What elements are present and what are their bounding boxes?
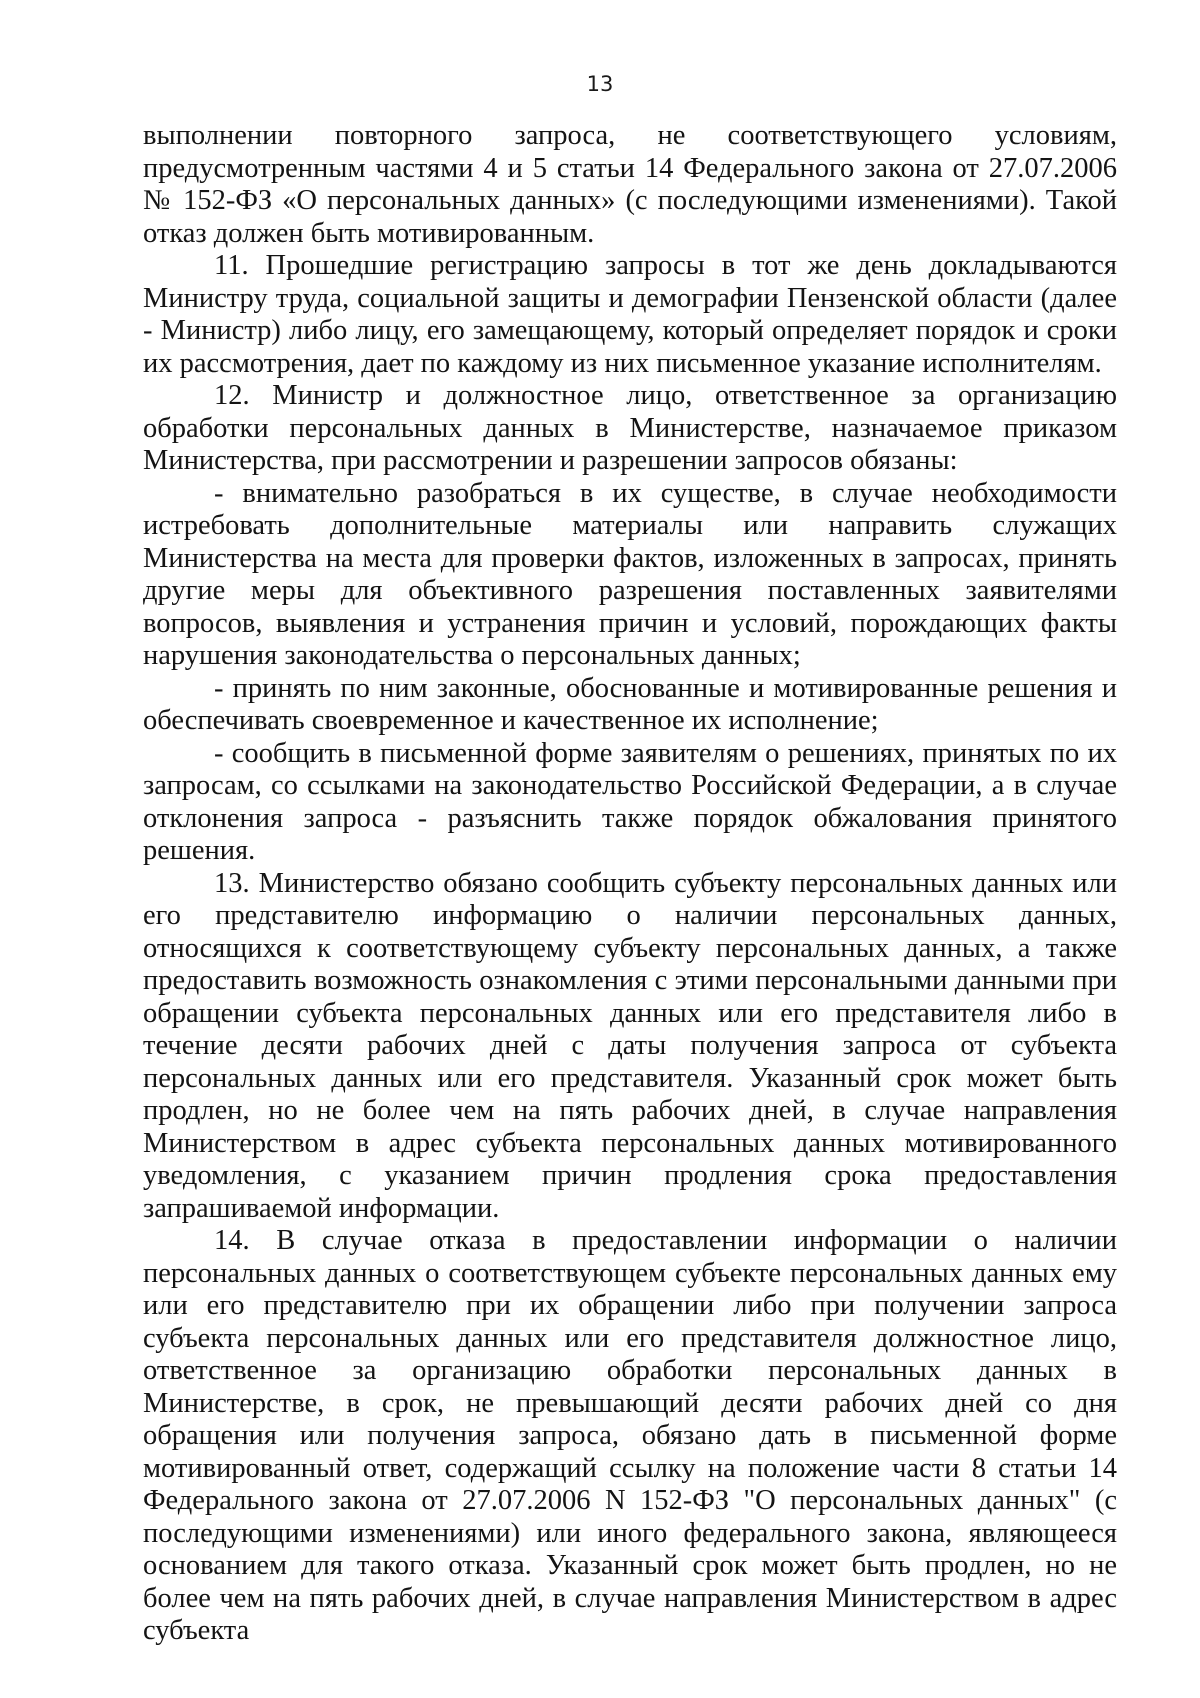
paragraph-item-13: 13. Министерство обязано сообщить субъекту персональных данных или его представителю информацию о наличии персональных данных, относящихся к соответствующему субъекту персональных данных, а также предоставить возможность ознакомления с этими персональными данными при обращении субъекта персональных данных или его представителя либо в течение десяти рабочих дней с даты получения запроса от субъекта персональных данных или его представителя. Указанный срок может быть продлен, но не более чем на пять рабочих дней, в случае направления Министерством в адрес субъекта персональных данных мотивированного уведомления, с указанием причин продления срока предоставления запрашиваемой информации.: [143, 867, 1117, 1224]
paragraph-item-12: 12. Министр и должностное лицо, ответственное за организацию обработки персональных данных в Министерстве, назначаемое приказом Министерства, при рассмотрении и разрешении запросов обязаны:: [143, 380, 1117, 476]
paragraph-item-12-dash-3: - сообщить в письменной форме заявителям о решениях, принятых по их запросам, со ссылками на законодательство Российской Федерации, а в случае отклонения запроса - разъяснить также порядок обжалования принятого решения.: [143, 737, 1117, 866]
paragraph-continuation: выполнении повторного запроса, не соответствующего условиям, предусмотренным частями 4 и 5 статьи 14 Федерального закона от 27.07.2006 № 152-ФЗ «О персональных данных» (с последующими изменениями). Такой отказ должен быть мотивированным.: [143, 120, 1117, 249]
paragraph-item-12-dash-2: - принять по ним законные, обоснованные и мотивированные решения и обеспечивать своевременное и качественное их исполнение;: [143, 672, 1117, 736]
paragraph-item-14: 14. В случае отказа в предоставлении информации о наличии персональных данных о соответствующем субъекте персональных данных ему или его представителю при их обращении либо при получении запроса субъекта персональных данных или его представителя должностное лицо, ответственное за организацию обработки персональных данных в Министерстве, в срок, не превышающий десяти рабочих дней со дня обращения или получения запроса, обязано дать в письменной форме мотивированный ответ, содержащий ссылку на положение части 8 статьи 14 Федерального закона от 27.07.2006 N 152-ФЗ "О персональных данных" (с последующими изменениями) или иного федерального закона, являющееся основанием для такого отказа. Указанный срок может быть продлен, но не более чем на пять рабочих дней, в случае направления Министерством в адрес субъекта: [143, 1225, 1117, 1646]
paragraph-item-12-dash-1: - внимательно разобраться в их существе, в случае необходимости истребовать дополнительные материалы или направить служащих Министерства на места для проверки фактов, изложенных в запросах, принять другие меры для объективного разрешения поставленных заявителями вопросов, выявления и устранения причин и условий, порождающих факты нарушения законодательства о персональных данных;: [143, 477, 1117, 671]
page-number: 13: [586, 72, 614, 96]
paragraph-item-11: 11. Прошедшие регистрацию запросы в тот же день докладываются Министру труда, социальной защиты и демографии Пензенской области (далее - Министр) либо лицу, его замещающему, который определяет порядок и сроки их рассмотрения, дает по каждому из них письменное указание исполнителям.: [143, 250, 1117, 379]
document-body: [143, 120, 1117, 1648]
